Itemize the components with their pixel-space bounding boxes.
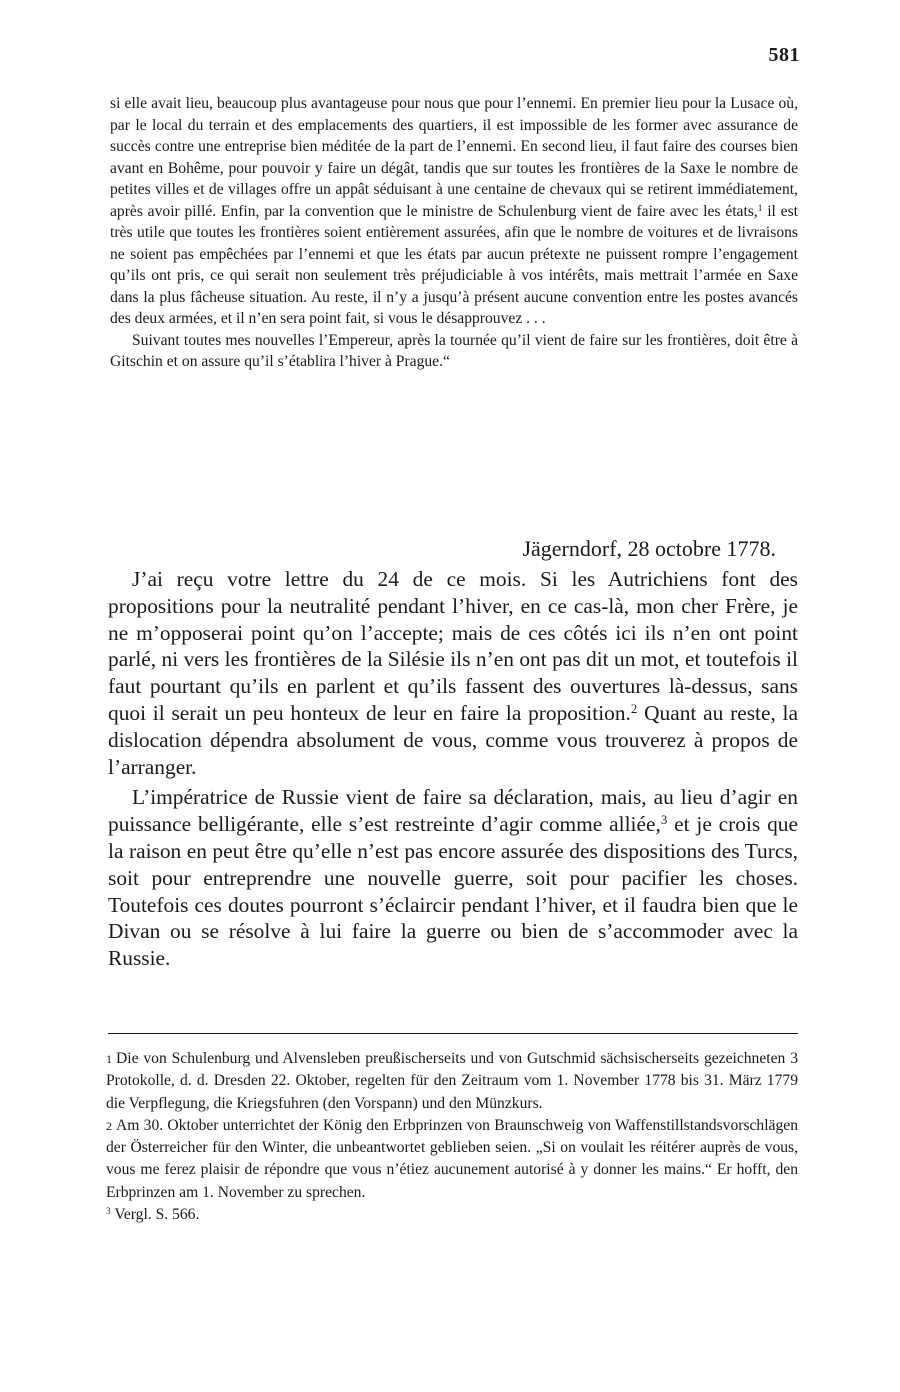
footnote-2 [106, 1115, 798, 1204]
footnote-3-text: Vergl. S. 566. [114, 1206, 200, 1224]
letter-body [108, 566, 798, 972]
footnote-separator [108, 1033, 798, 1034]
footnote-ref-3[interactable]: 3 [660, 813, 668, 828]
letter-extract-previous [110, 93, 798, 373]
extract-paragraph-1 [110, 93, 798, 330]
footnote-3-mark: 3 [106, 1206, 111, 1217]
footnote-ref-2[interactable]: 2 [630, 701, 638, 716]
extract-paragraph-2: Suivant toutes mes nouvelles l’Empereur, après la tournée qu’il vient de faire sur les frontières, doit être à Gitschin et on assure qu’il s’établira l’hiver à Prague.“ [110, 331, 798, 370]
footnote-3 [106, 1204, 798, 1226]
footnote-2-mark: 2 [106, 1118, 112, 1133]
letter-text-part-1: J’ai reçu votre lettre du 24 de ce mois. Si les Autrichiens font des propositions pour la neutralité pendant l’hiver, en ce cas-là, mon cher Frère, je ne m’opposerai point qu’on l’accepte; mais de ces côtés ici ils n’en ont point parlé, ni vers les frontières de la Silésie ils n’en ont pas dit un mot, et toutefois il faut pourtant qu’ils en parlent et qu’ils fassent des ouvertures là-dessus, sans quoi il serait un peu honteux de leur en faire la proposition. [108, 567, 798, 725]
footnote-1 [106, 1048, 798, 1115]
footnote-1-text: Die von Schulenburg und Alvensleben preußischerseits und von Gutschmid sächsischerseits gezeichneten 3 Protokolle, d. d. Dresden 22. Oktober, regelten für den Zeitraum vom 1. November 1778 bis 31. März 1779 die Verpflegung, die Kriegsfuhren (den Vorspann) und den Münzkurs. [106, 1050, 798, 1112]
letter-paragraph-2 [108, 784, 798, 972]
footnote-2-text: Am 30. Oktober unterrichtet der König den Erbprinzen von Braunschweig von Waffenstillstandsvorschlägen der Österreicher für den Winter, die unbeantwortet geblieben seien. „Si on voulait les réitérer auprès de vous, vous me ferez plaisir de répondre que vous n’étiez aucunement autorisé à y donner les mains.“ Er hofft, den Erbprinzen am 1. November zu sprechen. [106, 1116, 798, 1201]
letter-text-part-4: et je crois que la raison en peut être qu’elle n’est pas encore assurée des dispositions des Turcs, soit pour entreprendre une nouvelle guerre, soit pour pacifier les choses. Toutefois ces doutes pourront s’éclaircir pendant l’hiver, et il faudra bien que le Divan ou se résolve à lui faire la guerre ou bien de s’accommoder avec la Russie. [108, 812, 798, 971]
footnote-ref-1[interactable]: 1 [757, 203, 763, 214]
letter-dateline: Jägerndorf, 28 octobre 1778. [522, 536, 776, 561]
letter-paragraph-1 [108, 566, 798, 780]
footnote-1-mark: 1 [106, 1052, 112, 1066]
extract-text-part-2: il est très utile que toutes les frontières soient entièrement assurées, afin que le nombre de voitures et de livraisons ne soient pas empêchées par l’ennemi et que les états par aucun prétexte ne puissent rompre l’engagement qu’ils ont pris, ce qui serait non seulement très préjudiciable à vos intérêts, mais mettrait l’armée en Saxe dans la plus fâcheuse situation. Au reste, il n’y a jusqu’à présent aucune convention entre les postes avancés des deux armées, et il n’en sera point fait, si vous le désapprouvez . . . [110, 202, 798, 327]
extract-text-part-1: si elle avait lieu, beaucoup plus avantageuse pour nous que pour l’ennemi. En premier lieu pour la Lusace où, par le local du terrain et des emplacements des quartiers, il est impossible de les former avec assurance de succès contre une entreprise bien méditée de la part de l’ennemi. En second lieu, il faut faire des courses bien avant en Bohême, pour pouvoir y faire un dégât, tandis que sur toutes les frontières de la Saxe le nombre de petites villes et de villages offre un appât séduisant à une centaine de chevaux qui se retirent immédiatement, après avoir pillé. Enfin, par la convention que le ministre de Schulenburg vient de faire avec les états, [110, 95, 798, 220]
page-number: 581 [768, 44, 800, 66]
footnotes [106, 1048, 798, 1226]
letter-text-part-3: L’impératrice de Russie vient de faire sa déclaration, mais, au lieu d’agir en puissance belligérante, elle s’est restreinte d’agir comme alliée, [108, 785, 798, 837]
letter-text-part-2: Quant au reste, la dislocation dépendra absolument de vous, comme vous trouverez à propos de l’arranger. [108, 700, 798, 779]
